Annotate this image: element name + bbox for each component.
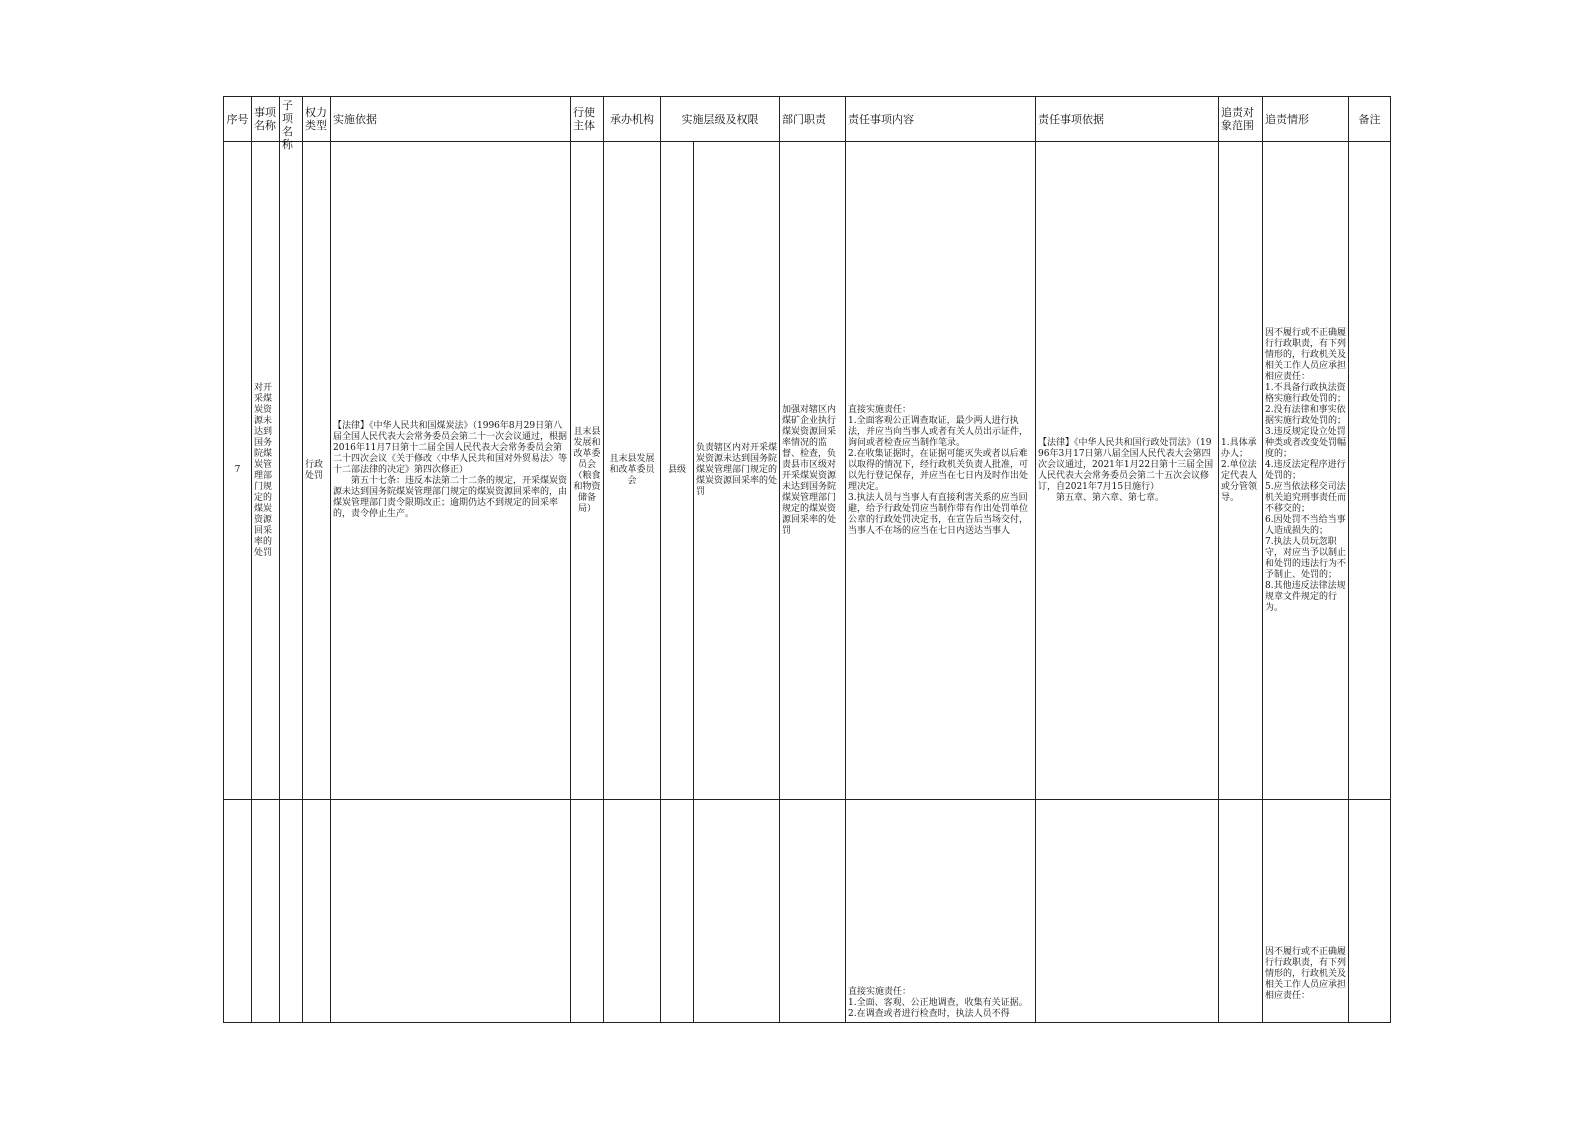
row-accountable: 1.具体承办人； 2.单位法定代表人或分管领导。 (1219, 142, 1263, 800)
header-sub-item-text: 子项名称 (282, 99, 293, 151)
row-cell-empty (331, 800, 571, 1023)
header-remarks: 备注 (1349, 97, 1391, 142)
header-row (224, 97, 1391, 142)
row-duty: 加强对辖区内煤矿企业执行煤炭资源回采率情况的监督、检查，负责县市区级对开采煤炭资源未达到国务院煤炭管理部门规定的煤炭资源回采率的处罚 (780, 142, 846, 800)
row-situations: 因不履行或不正确履行行政职责，有下列情形的，行政机关及相关工作人员应承担相应责任： 1.不具备行政执法资格实施行政处罚的； 2.没有法律和事实依据实施行政处罚的； 3.违反规定设立处罚种类或者改变处罚幅度的； 4.违反法定程序进行处罚的； 5.应当依法移交司法机关追究刑事责任而不移交的； 6.因处罚不当给当事人造成损失的； 7.执法人员玩忽职守，对应当予以制止和处罚的违法行为不予制止、处罚的； 8.其他违反法律法规规章文件规定的行为。 (1263, 142, 1349, 800)
header-level: 实施层级及权限 (661, 97, 780, 142)
header-sub-item (280, 97, 303, 151)
header-org: 承办机构 (604, 97, 661, 142)
row-resp: 直接实施责任： 1.全面客观公正调查取证，最少两人进行执法，并应当向当事人或者有关人员出示证件，询问或者检查应当制作笔录。 2.在收集证据时，在证据可能灭失或者以后难以取得的情况下，经行政机关负责人批准，可以先行登记保存，并应当在七日内及时作出处理决定。 3.执法人员与当事人有直接利害关系的应当回避，给予行政处罚应当制作带有作出处罚单位公章的行政处罚决定书，在宣告后当场交付，当事人不在场的应当在七日内送达当事人 (846, 142, 1036, 800)
header-resp: 责任事项内容 (846, 97, 1036, 142)
row-seq: 7 (224, 142, 252, 800)
row-cell-empty (1036, 800, 1219, 1023)
row-cell-empty (604, 800, 661, 1023)
row-level-detail: 负责辖区内对开采煤炭资源未达到国务院煤炭管理部门规定的煤炭资源回采率的处罚 (694, 142, 780, 800)
row-item-name (252, 800, 280, 1023)
row-power-type: 行政处罚 (303, 142, 331, 800)
row-cell-empty (303, 800, 331, 1023)
row-cell-empty (780, 800, 846, 1023)
row-situations: 因不履行或不正确履行行政职责，有下列情形的，行政机关及相关工作人员应承担相应责任： (1265, 947, 1347, 1001)
row-item-name: 对开采煤炭资源未达到国务院煤炭管理部门规定的煤炭资源回采率的处罚 (252, 142, 280, 800)
table-row (224, 800, 1391, 1023)
header-resp-basis: 责任事项依据 (1036, 97, 1219, 142)
row-basis: 【法律】《中华人民共和国煤炭法》（1996年8月29日第八届全国人民代表大会常务委员会第二十一次会议通过，根据2016年11月7日第十二届全国人民代表大会常务委员会第二十四次会议《关于修改〈中华人民共和国对外贸易法〉等十二部法律的决定》第四次修正） 第五十七条：违反本法第二十二条的规定，开采煤炭资源未达到国务院煤炭管理部门规定的煤炭资源回采率的，由煤炭管理部门责令限期改正；逾期仍达不到规定的回采率的，责令停止生产。 (331, 142, 571, 800)
row-cell-empty (280, 800, 303, 1023)
row-seq (224, 800, 252, 1023)
responsibility-table-container (223, 96, 1381, 1035)
row-resp-cell (846, 800, 1036, 1023)
row-cell-empty (1219, 800, 1263, 1023)
row-remarks (1349, 142, 1391, 800)
header-situations: 追责情形 (1263, 97, 1349, 142)
row-cell-empty (1349, 800, 1391, 1023)
row-situations-cell (1263, 800, 1349, 1023)
header-subject: 行使主体 (571, 97, 604, 142)
row-cell-empty (571, 800, 604, 1023)
row-resp-basis: 【法律】《中华人民共和国行政处罚法》（1996年3月17日第八届全国人民代表大会第四次会议通过，2021年1月22日第十三届全国人民代表大会常务委员会第二十五次会议修订，自2021年7月15日施行） 第五章、第六章、第七章。 (1036, 142, 1219, 800)
header-power-type: 权力类型 (303, 97, 331, 142)
row-cell-empty (694, 800, 780, 1023)
row-cell-empty (661, 800, 694, 1023)
row-level: 县级 (661, 142, 694, 800)
row-resp: 直接实施责任： 1.全面、客观、公正地调查，收集有关证据。 2.在调查或者进行检查时，执法人员不得 (848, 987, 1028, 1019)
header-item-name: 事项名称 (252, 97, 280, 142)
row-subject: 且末县发展和改革委员会（粮食和物资储备局） (571, 142, 604, 800)
table-row (224, 142, 1391, 800)
header-accountable: 追责对象范围 (1219, 97, 1263, 142)
header-duty: 部门职责 (780, 97, 846, 142)
header-basis: 实施依据 (331, 97, 571, 142)
row-sub-item (280, 142, 303, 800)
header-seq: 序号 (224, 97, 252, 142)
power-responsibility-table (223, 96, 1391, 1023)
row-org: 且末县发展和改革委员会 (604, 142, 661, 800)
